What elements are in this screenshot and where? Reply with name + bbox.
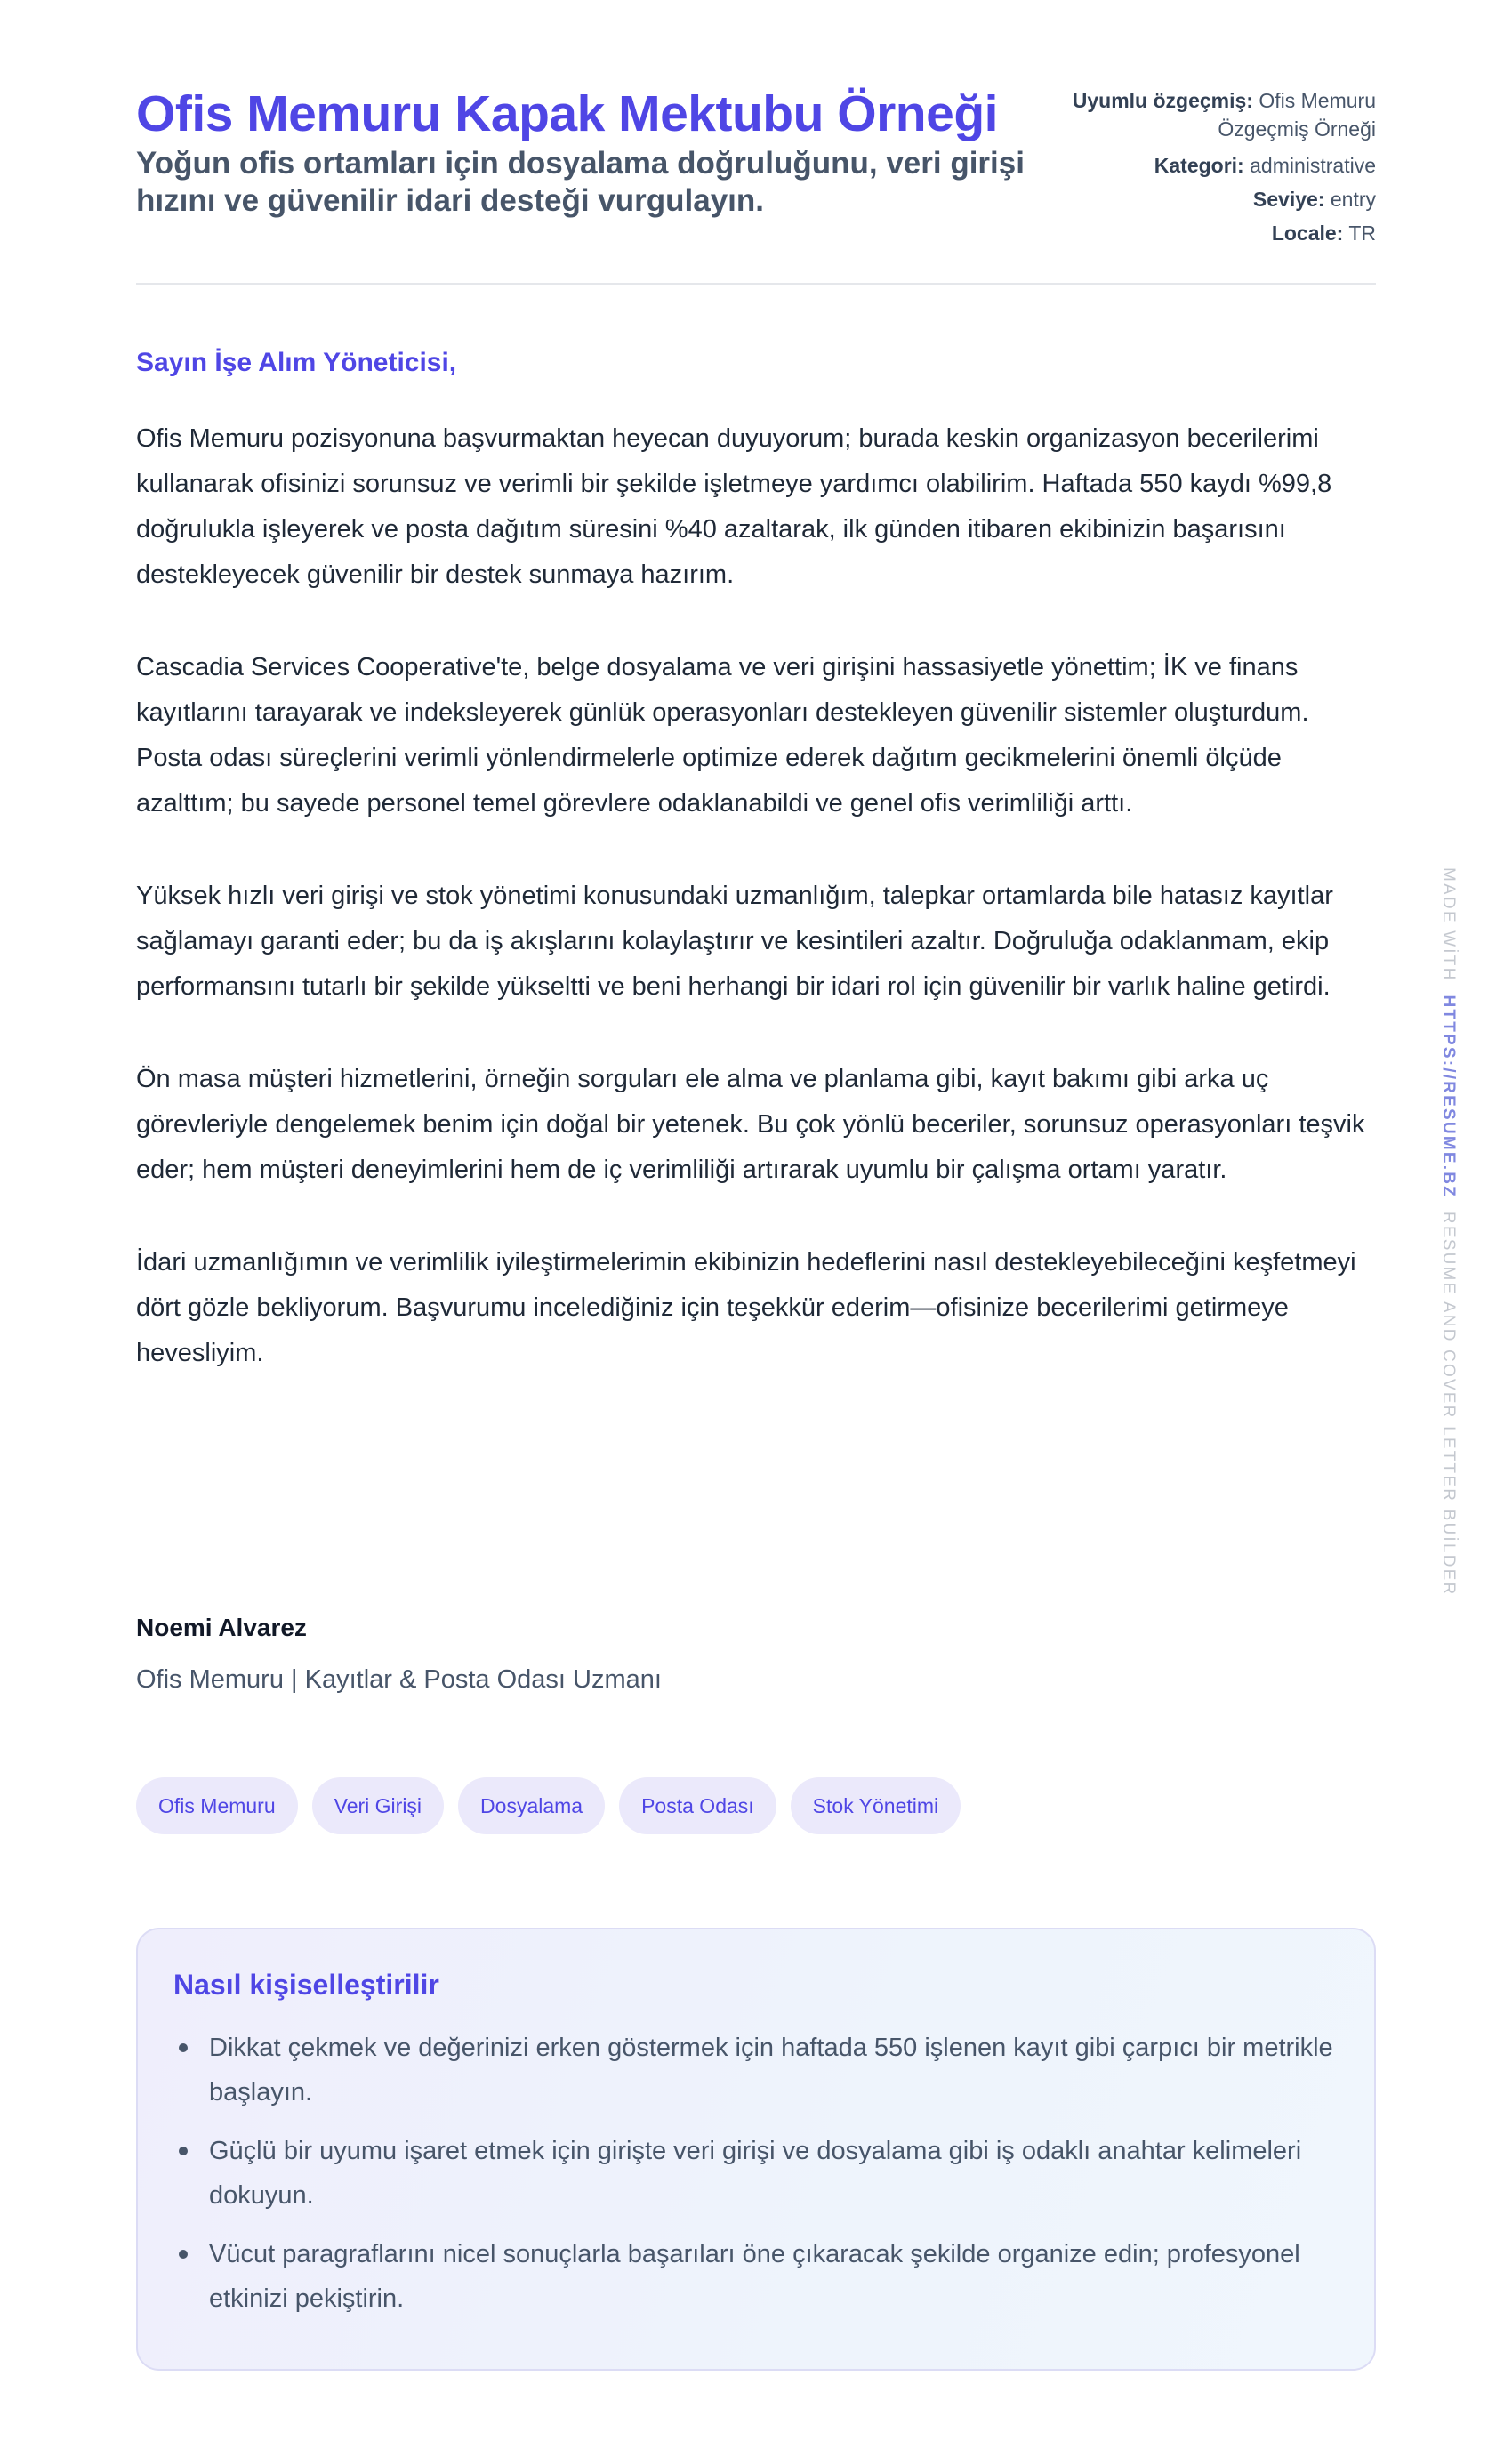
letter-greeting: Sayın İşe Alım Yöneticisi, [136,348,457,377]
letter-paragraph: Yüksek hızlı veri girişi ve stok yönetimi konusundaki uzmanlığım, talepkar ortamlarda bile hatasız kayıtlar sağlamayı garanti eder; bu da iş akışlarını kolaylaştırır ve kesintileri azaltır. Doğruluğa odaklanmam, ekip performansını tutarlı bir şekilde yükseltti ve beni herhangi bir idari rol için güvenilir bir varlık haline getirdi. [136,882,1333,1001]
page-header [136,85,1376,284]
tip-text: Güçlü bir uyumu işaret etmek için girişte veri girişi ve dosyalama gibi iş odaklı anahtar kelimeleri dokuyun. [209,2137,1302,2210]
meta-category [1056,149,1376,182]
watermark-link[interactable]: HTTPS://RESUME.BZ [1439,995,1458,1198]
watermark-prefix: MADE WİTH [1439,867,1458,982]
customization-tips [136,1928,1376,2371]
letter-paragraph: Cascadia Services Cooperative'te, belge dosyalama ve veri girişini hassasiyetle yönettim; İK ve finans kayıtlarını tarayarak ve indeksleyerek günlük operasyonları destekleyen güvenilir sistemler oluşturdum. Posta odası süreçlerini verimli yönlendirmelerle optimize ederek dağıtım gecikmelerini önemli ölçüde azalttım; bu sayede personel temel görevlere odaklanabildi ve genel ofis verimliliği arttı. [136,653,1309,818]
tips-title: Nasıl kişiselleştirilir [173,1969,439,2001]
tip-item [173,2232,1339,2321]
tag-chip[interactable]: Stok Yönetimi [791,1777,961,1834]
header-divider [136,283,1376,285]
meta-locale-label: Locale: [1271,222,1344,245]
meta-category-label: Kategori: [1154,154,1244,177]
meta-level-label: Seviye: [1252,188,1325,211]
meta-level-value: entry [1330,188,1376,211]
watermark-text [1435,867,1461,1596]
tag-list [136,1777,961,1834]
letter-paragraph: Ofis Memuru pozisyonuna başvurmaktan heyecan duyuyorum; burada keskin organizasyon becerilerimi kullanarak ofisinizi sorunsuz ve verimli bir şekilde işletmeye yardımcı olabilirim. Haftada 550 kaydı %99,8 doğrulukla işleyerek ve posta dağıtım süresini %40 azaltarak, ilk günden itibaren ekibinizin başarısını destekleyecek güvenilir bir destek sunmaya hazırım. [136,424,1332,589]
tip-text: Vücut paragraflarını nicel sonuçlarla başarıları öne çıkaracak şekilde organize edin; profesyonel etkinizi pekiştirin. [209,2240,1300,2313]
bullet-icon [179,2147,188,2155]
watermark-suffix: RESUME AND COVER LETTER BUİLDER [1439,1211,1458,1597]
letter-paragraph: İdari uzmanlığımın ve verimlilik iyileştirmelerimin ekibinizin hedeflerini nasıl destekleyebileceğini keşfetmeyi dört gözle bekliyorum. Başvurumu incelediğiniz için teşekkür ederim—ofisinize becerilerimi getirmeye hevesliyim. [136,1248,1356,1367]
signature-name: Noemi Alvarez [136,1614,307,1641]
tip-item [173,2026,1339,2115]
page-subtitle: Yoğun ofis ortamları için dosyalama doğruluğunu, veri girişi hızını ve güvenilir idari desteği vurgulayın. [136,146,1025,218]
bullet-icon [179,2250,188,2259]
tag-chip[interactable]: Ofis Memuru [136,1777,298,1834]
meta-info [1056,86,1376,250]
tag-chip[interactable]: Posta Odası [619,1777,776,1834]
meta-resume [1056,86,1376,143]
tip-item [173,2129,1339,2218]
tag-chip[interactable]: Dosyalama [458,1777,605,1834]
meta-level [1056,182,1376,216]
meta-resume-label: Uyumlu özgeçmiş: [1072,89,1253,112]
meta-locale [1056,216,1376,250]
bullet-icon [179,2043,188,2052]
page-title: Ofis Memuru Kapak Mektubu Örneği [136,85,998,142]
letter-body [136,416,1376,1423]
signature-role: Ofis Memuru | Kayıtlar & Posta Odası Uzmanı [136,1665,662,1694]
signature-block [136,1610,662,1697]
tag-chip[interactable]: Veri Girişi [312,1777,444,1834]
meta-resume-link[interactable]: Ofis Memuru Özgeçmiş Örneği [1218,89,1376,141]
side-watermark [1435,867,1461,1597]
meta-locale-value: TR [1348,222,1376,245]
letter-paragraph: Ön masa müşteri hizmetlerini, örneğin sorguları ele alma ve planlama gibi, kayıt bakımı gibi arka uç görevleriyle dengelemek benim için doğal bir yetenek. Bu çok yönlü beceriler, sorunsuz operasyonları teşvik eder; hem müşteri deneyimlerini hem de iç verimliliği artırarak uyumlu bir çalışma ortamı yaratır. [136,1065,1365,1184]
tip-text: Dikkat çekmek ve değerinizi erken göstermek için haftada 550 işlenen kayıt gibi çarpıcı bir metrikle başlayın. [209,2034,1333,2107]
tips-list [173,2026,1339,2321]
meta-category-value: administrative [1250,154,1376,177]
